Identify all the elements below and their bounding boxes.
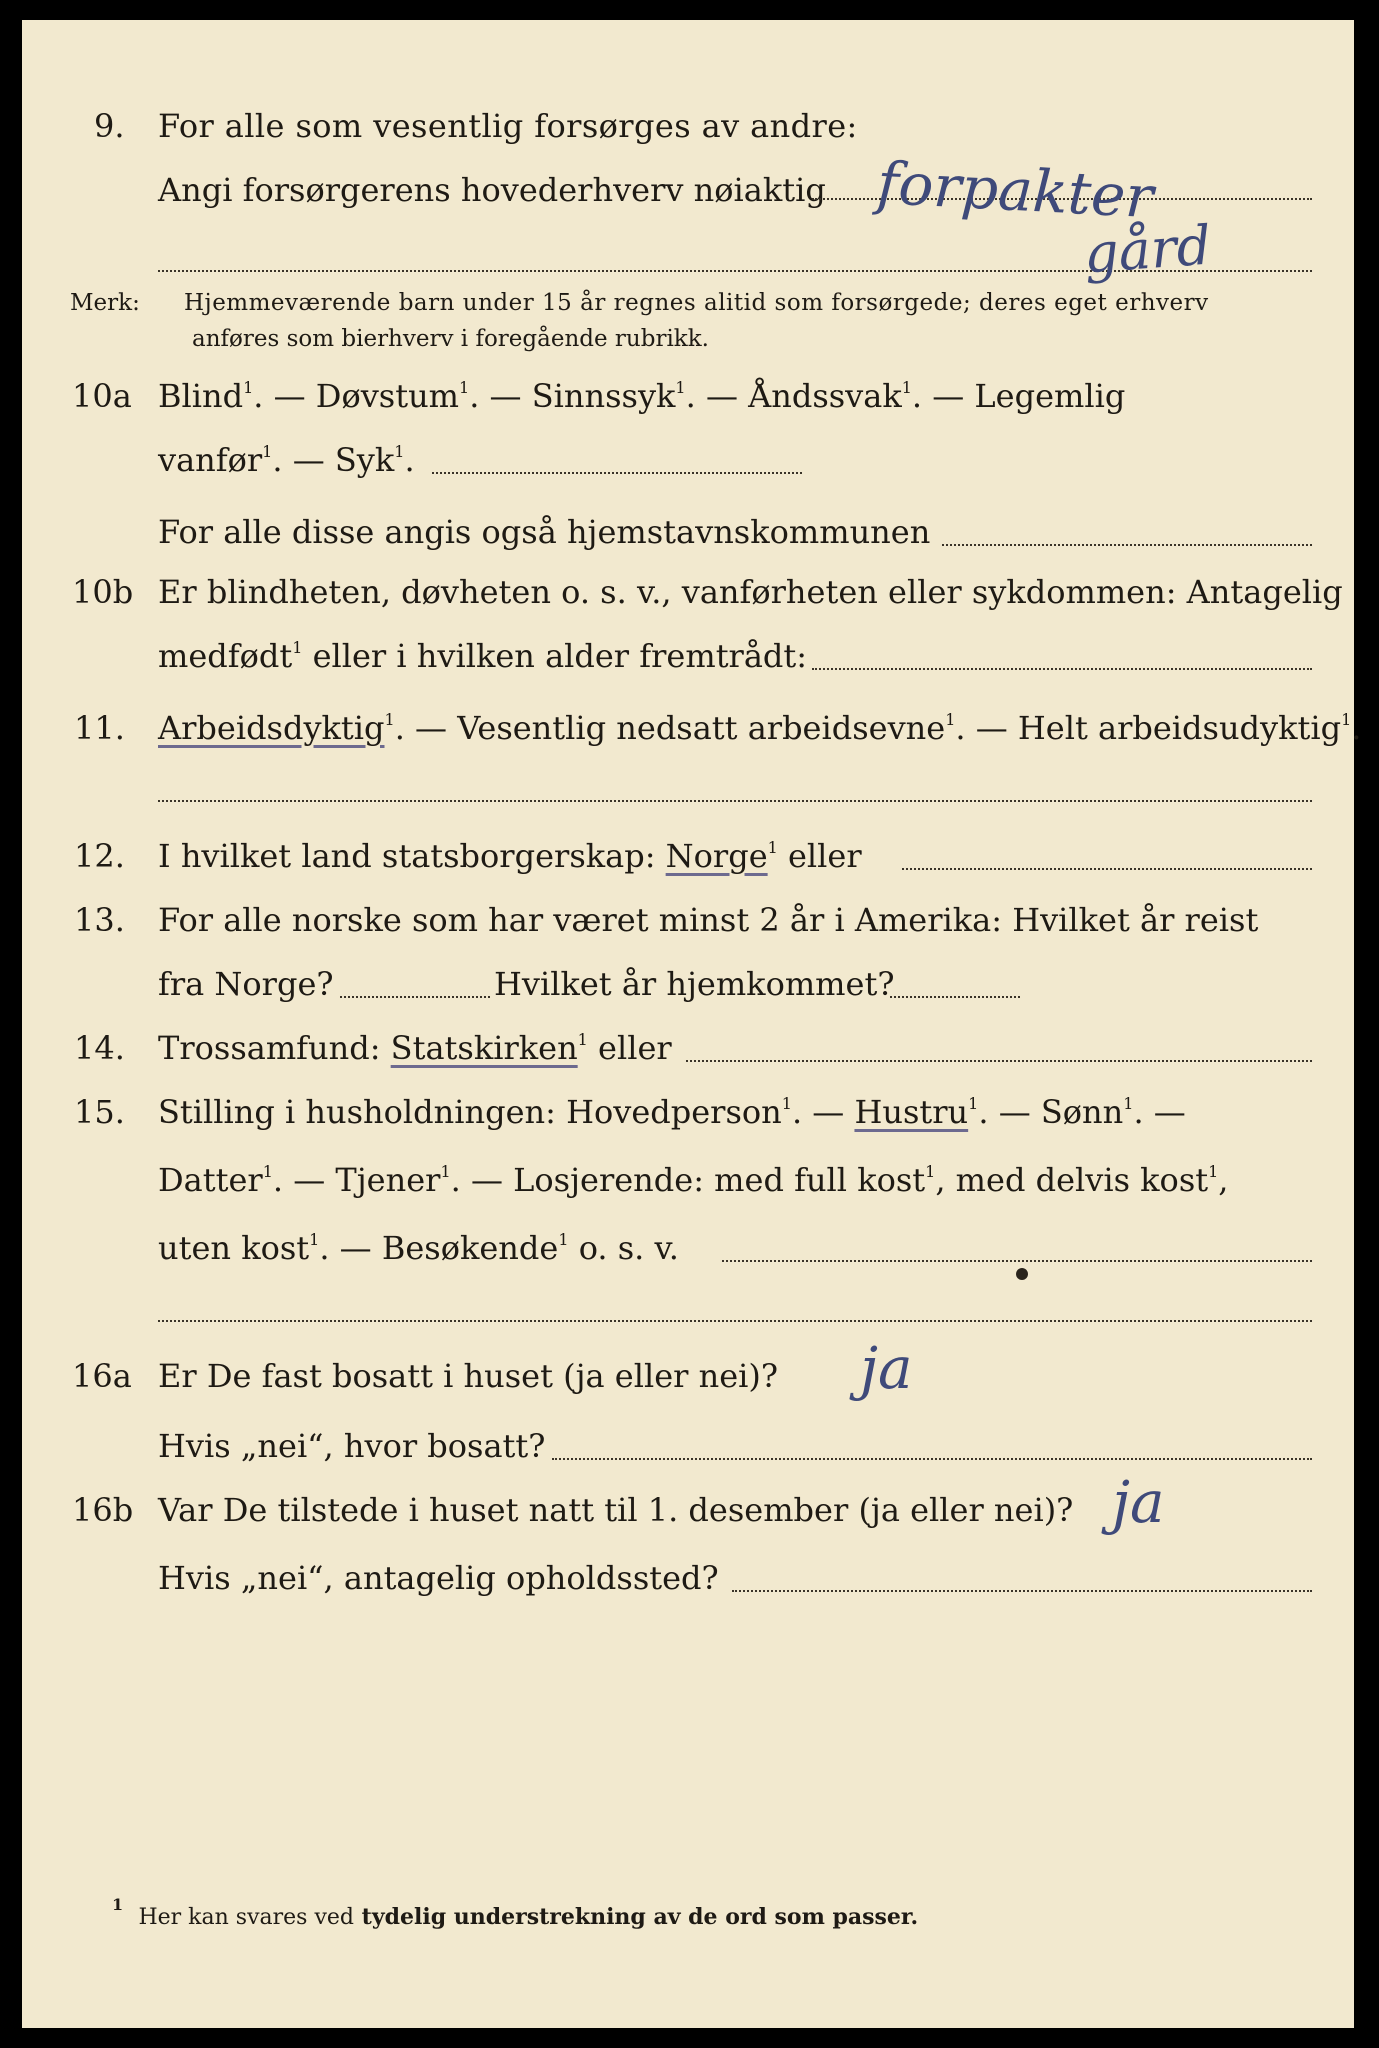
question-13-year-returned-line — [890, 996, 1020, 998]
question-10a-number: 10a — [72, 377, 132, 415]
question-11-line: Arbeidsdyktig$^1$. — Vesentlig nedsatt arbeidsevne$^1$. — Helt arbeidsudyktig$^1$. — [158, 709, 1362, 747]
question-16b-number: 16b — [72, 1491, 134, 1529]
note-line1: Hjemmeværende barn under 15 år regnes alitid som forsørgede; deres eget erhverv — [184, 290, 1209, 316]
question-10b-line2: medfødt$^1$ eller i hvilken alder fremtrådt: — [158, 637, 808, 675]
question-9-line2: Angi forsørgerens hovederhverv nøiaktig — [158, 171, 826, 209]
question-13-year-left-line — [340, 996, 490, 998]
census-form-page — [22, 20, 1362, 2028]
question-14-fill-line — [686, 1060, 1312, 1062]
option-norge-underlined: Norge — [665, 837, 768, 875]
question-12-fill-line — [902, 868, 1312, 870]
ink-blot — [1016, 1268, 1028, 1280]
question-15-fill-line-2 — [158, 1320, 1312, 1322]
question-9-handwritten-answer-2: gård — [1081, 213, 1214, 286]
question-16a-line1: Er De fast bosatt i huset (ja eller nei)? — [158, 1357, 779, 1395]
question-10a-line3: For alle disse angis også hjemstavnskommunen — [158, 513, 931, 551]
question-11-fill-line — [158, 800, 1312, 802]
question-15-line2: Datter$^1$. — Tjener$^1$. — Losjerende: med full kost$^1$, med delvis kost$^1$, — [158, 1161, 1229, 1199]
question-16a-line2: Hvis „nei“, hvor bosatt? — [158, 1427, 546, 1465]
question-16a-fill-line — [552, 1458, 1312, 1460]
question-13-line1: For alle norske som har været minst 2 år i Amerika: Hvilket år reist — [158, 901, 1259, 939]
note-label: Merk: — [70, 290, 140, 316]
question-13-line2a: fra Norge? — [158, 965, 334, 1003]
question-14-line: Trossamfund: Statskirken$^1$ eller — [158, 1029, 672, 1067]
question-13-line2b: Hvilket år hjemkommet? — [494, 965, 895, 1003]
question-14-number: 14. — [74, 1029, 125, 1067]
footnote: $^1$ Her kan svares ved tydelig understrekning av de ord som passer. — [112, 1895, 919, 1930]
question-10b-line1: Er blindheten, døvheten o. s. v., vanførheten eller sykdommen: Antagelig — [158, 573, 1343, 611]
question-16b-fill-line — [732, 1590, 1312, 1592]
option-hustru-underlined: Hustru — [854, 1093, 969, 1131]
question-15-line3: uten kost$^1$. — Besøkende$^1$ o. s. v. — [158, 1229, 679, 1267]
question-16a-number: 16a — [72, 1357, 132, 1395]
question-10a-line2: vanfør$^1$. — Syk$^1$. — [158, 441, 415, 479]
option-arbeidsdyktig-underlined: Arbeidsdyktig — [158, 709, 385, 747]
question-15-fill-line — [722, 1260, 1312, 1262]
question-10b-fill-line — [812, 668, 1312, 670]
question-10b-number: 10b — [72, 573, 134, 611]
question-16b-handwritten-answer: ja — [1112, 1468, 1165, 1536]
question-15-line1: Stilling i husholdningen: Hovedperson$^1$. — Hustru$^1$. — Sønn$^1$. — — [158, 1093, 1186, 1131]
option-statskirken-underlined: Statskirken — [390, 1029, 578, 1067]
question-9-handwritten-answer: forpakter — [875, 148, 1155, 232]
question-9-number: 9. — [94, 107, 125, 145]
question-10a-fill-line — [432, 472, 802, 474]
question-13-number: 13. — [74, 901, 125, 939]
question-16a-handwritten-answer: ja — [860, 1334, 913, 1402]
question-11-number: 11. — [74, 709, 125, 747]
question-10a-hometown-line — [942, 544, 1312, 546]
note-line2: anføres som bierhverv i foregående rubrikk. — [192, 326, 709, 352]
question-10a-line1: Blind$^1$. — Døvstum$^1$. — Sinnssyk$^1$. — Åndssvak$^1$. — Legemlig — [158, 377, 1126, 415]
question-16b-line2: Hvis „nei“, antagelig opholdssted? — [158, 1559, 719, 1597]
question-12-line: I hvilket land statsborgerskap: Norge$^1$ eller — [158, 837, 862, 875]
question-15-number: 15. — [74, 1093, 125, 1131]
question-9-line1: For alle som vesentlig forsørges av andre: — [158, 107, 858, 145]
question-16b-line1: Var De tilstede i huset natt til 1. desember (ja eller nei)? — [158, 1491, 1074, 1529]
question-12-number: 12. — [74, 837, 125, 875]
